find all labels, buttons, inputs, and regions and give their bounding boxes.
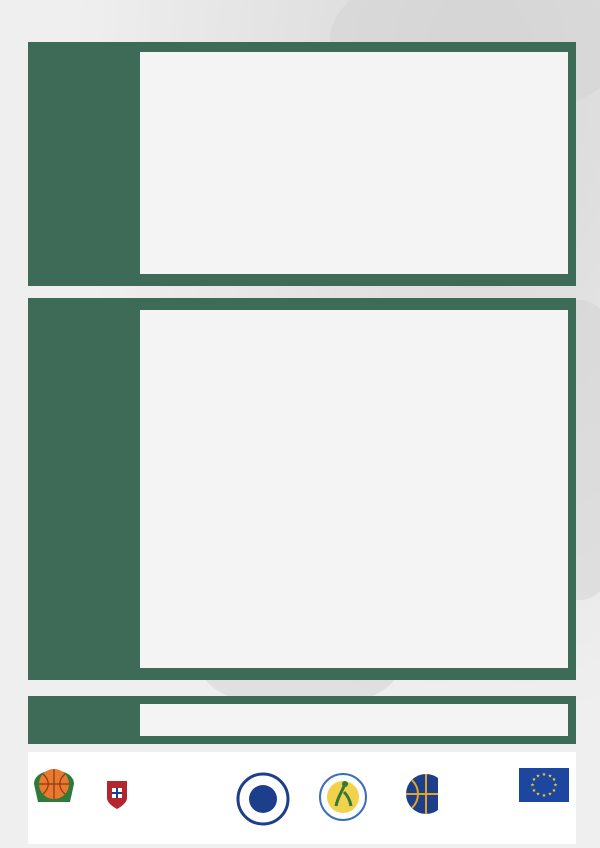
- partner-logos-bar: [28, 752, 576, 844]
- svg-text:★: ★: [541, 772, 547, 778]
- decorative-stripes-top: [0, 0, 170, 28]
- svg-text:★: ★: [535, 791, 541, 798]
- svg-text:★: ★: [541, 793, 547, 799]
- svg-text:★: ★: [535, 773, 541, 780]
- basketball-icon: [30, 756, 78, 806]
- svg-text:★: ★: [553, 782, 558, 789]
- session-block-1: [28, 42, 576, 286]
- svg-text:★: ★: [547, 773, 553, 780]
- session-block-3: [28, 696, 576, 744]
- eu-flag-icon: [519, 768, 569, 802]
- svg-text:★: ★: [551, 777, 557, 783]
- session-panel: [140, 310, 568, 668]
- fbclm-logo: [404, 770, 504, 830]
- svg-text:★: ★: [531, 788, 537, 794]
- youth-science-sports-logo: [318, 772, 368, 822]
- session-panel: [140, 52, 568, 274]
- svg-text:★: ★: [547, 791, 553, 798]
- fbclm-ball-icon: [404, 770, 438, 820]
- youth-sports-badge-icon: [318, 772, 368, 822]
- session-panel: [140, 704, 568, 736]
- eu-cofunded-logo: [514, 768, 574, 838]
- session-block-2: [28, 298, 576, 680]
- university-of-belgrade-logo: [106, 778, 216, 818]
- college-badge-icon: [236, 772, 290, 826]
- svg-text:★: ★: [530, 782, 535, 789]
- college-basketball-logo: [236, 772, 290, 826]
- svg-text:★: ★: [551, 788, 557, 794]
- svg-text:★: ★: [531, 777, 537, 783]
- crest-icon: [106, 780, 128, 810]
- evnikos-logo: [30, 756, 78, 840]
